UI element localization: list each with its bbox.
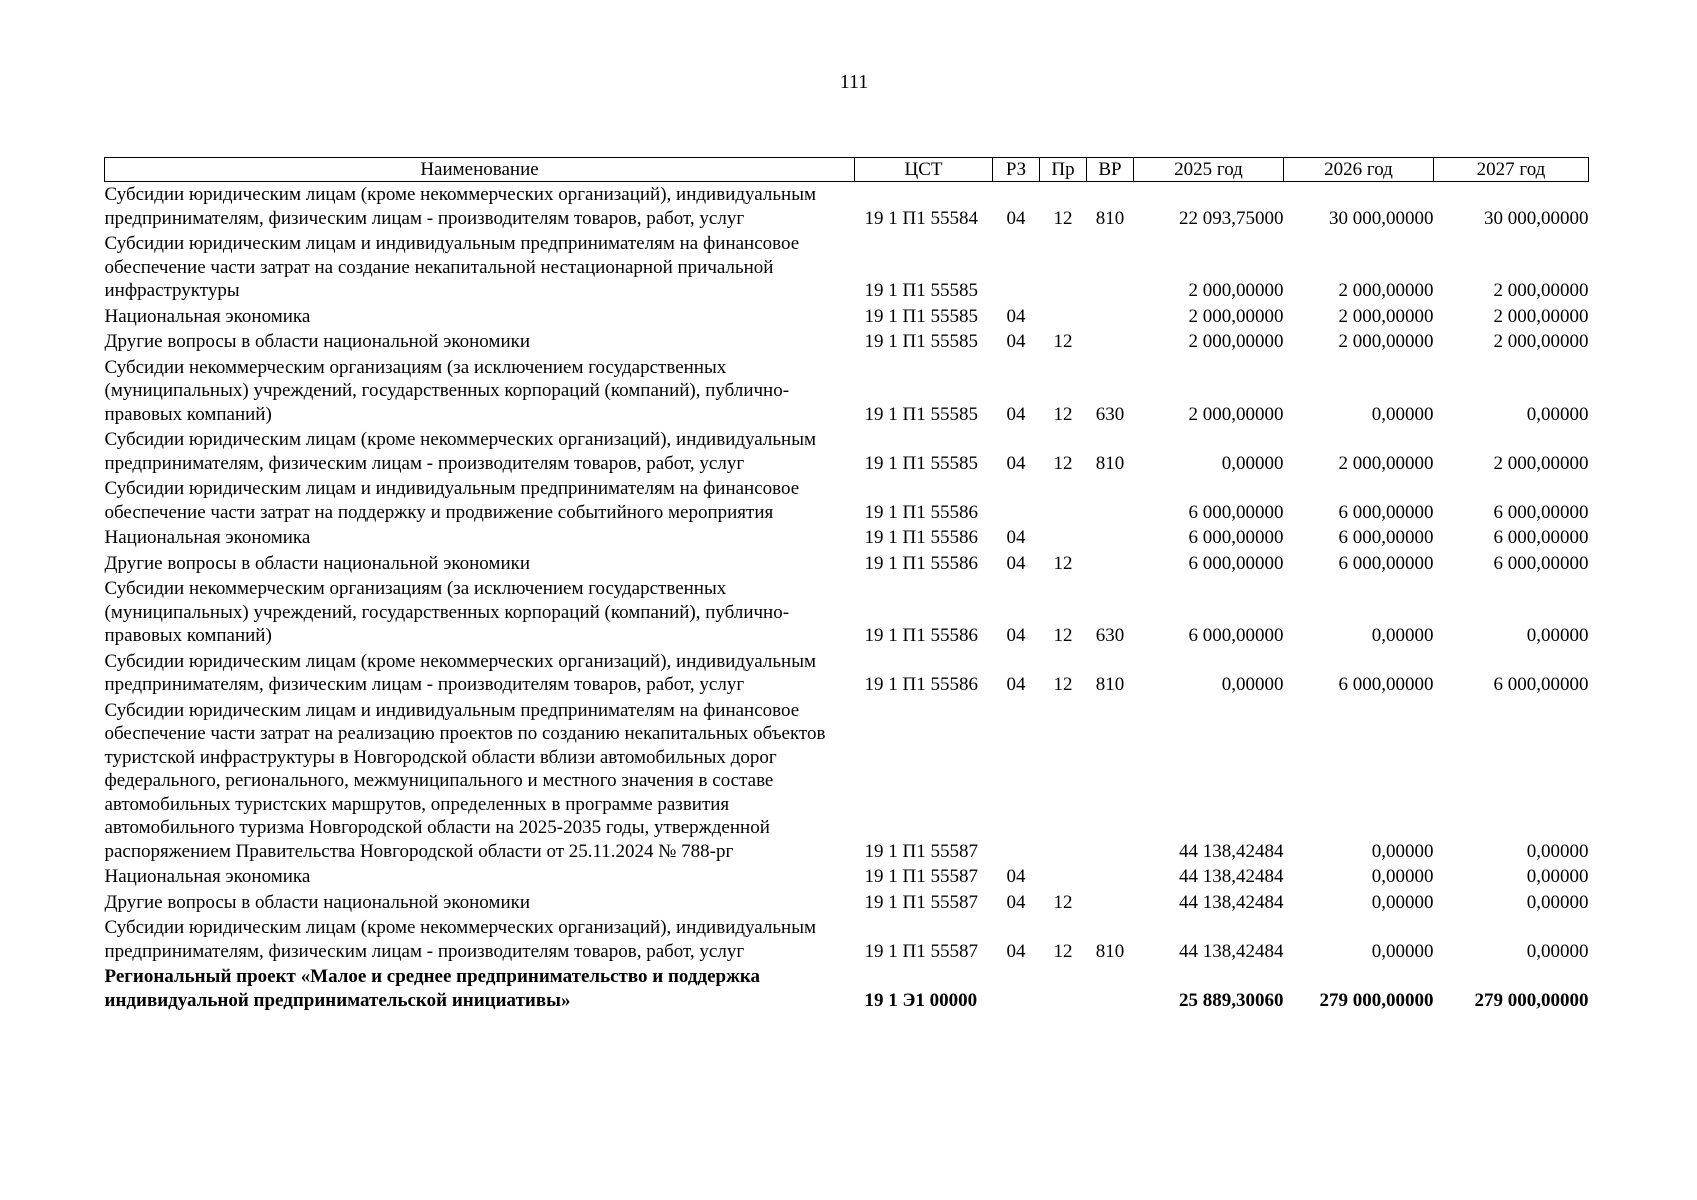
row-2025-amount: 0,00000 — [1221, 674, 1284, 695]
header-2026: 2026 год — [1284, 158, 1434, 182]
row-2026-amount: 2 000,00000 — [1338, 280, 1434, 301]
row-name: Другие вопросы в области национальной экономики — [104, 891, 531, 913]
row-pr — [1040, 525, 1087, 551]
row-2025-amount: 44 138,42484 — [1179, 940, 1284, 962]
row-pr: 12 — [1053, 625, 1073, 646]
table-row — [105, 476, 1589, 525]
row-cst: 19 1 П1 55584 — [864, 207, 978, 229]
row-pr: 12 — [1053, 552, 1073, 574]
row-2026-amount: 6 000,00000 — [1338, 501, 1434, 523]
row-2026-amount: 0,00000 — [1371, 866, 1434, 887]
row-rz: 04 — [1006, 452, 1026, 474]
row-2025-amount: 2 000,00000 — [1188, 280, 1284, 301]
row-name: Национальная экономика — [104, 527, 311, 548]
row-2027-amount: 2 000,00000 — [1493, 331, 1589, 352]
row-2026-amount: 6 000,00000 — [1338, 674, 1434, 695]
row-2027-amount: 6 000,00000 — [1493, 552, 1589, 574]
row-2027-amount: 6 000,00000 — [1493, 501, 1589, 523]
row-2027-amount: 6 000,00000 — [1493, 674, 1589, 695]
row-vr — [1087, 231, 1134, 304]
row-vr — [1087, 476, 1134, 525]
row-rz: 04 — [1006, 891, 1026, 913]
table-row — [105, 355, 1589, 428]
row-2025-amount: 6 000,00000 — [1188, 625, 1284, 646]
table-row — [105, 890, 1589, 916]
header-rz: РЗ — [993, 158, 1040, 182]
row-pr — [1040, 698, 1087, 865]
row-cst: 19 1 Э1 00000 — [864, 989, 978, 1011]
row-cst: 19 1 П1 55587 — [864, 940, 978, 962]
table-row — [105, 427, 1589, 476]
row-vr: 630 — [1095, 625, 1125, 646]
header-cst: ЦСТ — [855, 158, 993, 182]
row-vr — [1087, 890, 1134, 916]
row-name: Субсидии юридическим лицам (кроме некоммерческих организаций), индивидуальным предпринимателям, физическим лицам - производителям товаров, работ, услуг — [104, 184, 816, 229]
row-vr: 810 — [1095, 674, 1125, 695]
row-cst: 19 1 П1 55586 — [864, 674, 978, 695]
row-cst: 19 1 П1 55586 — [864, 501, 978, 523]
table-row — [105, 649, 1589, 698]
row-pr: 12 — [1053, 207, 1073, 229]
row-2026-amount: 6 000,00000 — [1338, 552, 1434, 574]
row-pr — [1040, 964, 1087, 1013]
row-2027-amount: 0,00000 — [1526, 866, 1589, 887]
row-vr: 810 — [1095, 452, 1125, 474]
row-vr — [1087, 329, 1134, 355]
row-rz: 04 — [1006, 940, 1026, 962]
table-row — [105, 915, 1589, 964]
row-name: Субсидии юридическим лицам и индивидуальным предпринимателям на финансовое обеспечение части затрат на реализацию проектов по созданию некапитальных объектов туристской инфраструктуры в Новгородской области вблизи автомобильных дорог федерального, регионального, межмуниципального и местного значения в составе автомобильных туристских маршрутов, определенных в программе развития автомобильного туризма Новгородской области на 2025-2035 годы, утвержденной распоряжением Правительства Новгородской области от 25.11.2024 № 788-рг — [104, 699, 826, 862]
table-row — [105, 525, 1589, 551]
header-vr: ВР — [1087, 158, 1134, 182]
row-rz — [993, 476, 1040, 525]
table-row — [105, 182, 1589, 232]
page-number: 111 — [839, 71, 869, 93]
row-pr — [1040, 476, 1087, 525]
row-2025-amount: 0,00000 — [1221, 452, 1284, 474]
row-cst: 19 1 П1 55587 — [864, 891, 978, 913]
row-cst: 19 1 П1 55587 — [864, 840, 978, 862]
row-rz: 04 — [1006, 625, 1026, 646]
table-row — [105, 698, 1589, 865]
row-2027-amount: 2 000,00000 — [1493, 305, 1589, 327]
row-pr: 12 — [1053, 940, 1073, 962]
row-2025-amount: 6 000,00000 — [1188, 527, 1284, 548]
row-2025-amount: 25 889,30060 — [1179, 989, 1284, 1011]
row-name: Субсидии юридическим лицам (кроме некоммерческих организаций), индивидуальным предпринимателям, физическим лицам - производителям товаров, работ, услуг — [104, 917, 816, 962]
row-2027-amount: 30 000,00000 — [1484, 207, 1589, 229]
row-2026-amount: 279 000,00000 — [1319, 989, 1434, 1011]
row-2026-amount: 0,00000 — [1371, 403, 1434, 425]
row-vr: 630 — [1095, 403, 1125, 425]
row-vr — [1087, 964, 1134, 1013]
row-cst: 19 1 П1 55585 — [864, 403, 978, 425]
row-2025-amount: 2 000,00000 — [1188, 305, 1284, 327]
row-2026-amount: 0,00000 — [1371, 891, 1434, 913]
row-2027-amount: 6 000,00000 — [1493, 527, 1589, 548]
row-2027-amount: 0,00000 — [1526, 625, 1589, 646]
row-vr — [1087, 304, 1134, 330]
row-rz: 04 — [1006, 305, 1026, 327]
table-row — [105, 231, 1589, 304]
row-rz: 04 — [1006, 552, 1026, 574]
table-row — [105, 304, 1589, 330]
row-pr: 12 — [1053, 674, 1073, 695]
table-row — [105, 864, 1589, 890]
row-2025-amount: 2 000,00000 — [1188, 331, 1284, 352]
row-2026-amount: 0,00000 — [1371, 940, 1434, 962]
row-rz: 04 — [1006, 527, 1026, 548]
row-2025-amount: 44 138,42484 — [1179, 866, 1284, 887]
row-2027-amount: 0,00000 — [1526, 940, 1589, 962]
budget-table — [104, 157, 1589, 1013]
table-row — [105, 551, 1589, 577]
header-2025: 2025 год — [1134, 158, 1284, 182]
row-2026-amount: 2 000,00000 — [1338, 331, 1434, 352]
row-2026-amount: 2 000,00000 — [1338, 305, 1434, 327]
header-pr: Пр — [1040, 158, 1087, 182]
row-name: Национальная экономика — [104, 866, 311, 887]
row-name: Субсидии некоммерческим организациям (за исключением государственных (муниципальных) учреждений, государственных корпораций (компаний), публично-правовых компаний) — [104, 356, 790, 425]
row-2026-amount: 0,00000 — [1371, 625, 1434, 646]
header-2027: 2027 год — [1434, 158, 1589, 182]
row-2026-amount: 2 000,00000 — [1338, 452, 1434, 474]
row-2025-amount: 6 000,00000 — [1188, 501, 1284, 523]
row-2026-amount: 0,00000 — [1371, 840, 1434, 862]
row-2027-amount: 0,00000 — [1526, 840, 1589, 862]
row-vr — [1087, 551, 1134, 577]
row-cst: 19 1 П1 55586 — [864, 552, 978, 574]
row-vr — [1087, 864, 1134, 890]
row-2025-amount: 6 000,00000 — [1188, 552, 1284, 574]
row-rz — [993, 231, 1040, 304]
row-2027-amount: 2 000,00000 — [1493, 280, 1589, 301]
table-row — [105, 964, 1589, 1013]
row-vr: 810 — [1095, 940, 1125, 962]
row-rz: 04 — [1006, 207, 1026, 229]
row-2025-amount: 2 000,00000 — [1188, 403, 1284, 425]
row-name: Региональный проект «Малое и среднее предпринимательство и поддержка индивидуальной предпринимательской инициативы» — [104, 966, 760, 1011]
row-cst: 19 1 П1 55586 — [864, 625, 978, 646]
row-name: Другие вопросы в области национальной экономики — [104, 552, 531, 574]
row-vr — [1087, 525, 1134, 551]
row-name: Субсидии юридическим лицам (кроме некоммерческих организаций), индивидуальным предпринимателям, физическим лицам - производителям товаров, работ, услуг — [104, 650, 816, 695]
row-pr — [1040, 231, 1087, 304]
row-name: Субсидии юридическим лицам и индивидуальным предпринимателям на финансовое обеспечение части затрат на поддержку и продвижение событийного мероприятия — [104, 478, 800, 523]
row-cst: 19 1 П1 55585 — [864, 452, 978, 474]
row-pr: 12 — [1053, 331, 1073, 352]
row-2027-amount: 0,00000 — [1526, 403, 1589, 425]
row-2026-amount: 30 000,00000 — [1329, 207, 1434, 229]
row-cst: 19 1 П1 55585 — [864, 305, 978, 327]
row-2026-amount: 6 000,00000 — [1338, 527, 1434, 548]
row-rz: 04 — [1006, 674, 1026, 695]
row-cst: 19 1 П1 55586 — [864, 527, 978, 548]
table-row — [105, 576, 1589, 649]
header-name: Наименование — [105, 158, 855, 182]
row-pr — [1040, 304, 1087, 330]
row-2027-amount: 2 000,00000 — [1493, 452, 1589, 474]
row-rz — [993, 698, 1040, 865]
row-rz: 04 — [1006, 403, 1026, 425]
row-pr: 12 — [1053, 403, 1073, 425]
table-body — [105, 182, 1589, 1014]
row-rz: 04 — [1006, 866, 1026, 887]
row-2025-amount: 44 138,42484 — [1179, 891, 1284, 913]
row-pr — [1040, 864, 1087, 890]
row-name: Национальная экономика — [104, 305, 311, 327]
row-cst: 19 1 П1 55587 — [864, 866, 978, 887]
row-vr: 810 — [1095, 207, 1125, 229]
row-pr: 12 — [1053, 452, 1073, 474]
row-2027-amount: 279 000,00000 — [1474, 989, 1589, 1011]
row-name: Субсидии некоммерческим организациям (за исключением государственных (муниципальных) учреждений, государственных корпораций (компаний), публично-правовых компаний) — [104, 578, 790, 646]
row-pr: 12 — [1053, 891, 1073, 913]
row-name: Субсидии юридическим лицам и индивидуальным предпринимателям на финансовое обеспечение части затрат на создание некапитальной нестационарной причальной инфраструктуры — [104, 233, 800, 301]
row-cst: 19 1 П1 55585 — [864, 280, 978, 301]
table-row — [105, 329, 1589, 355]
row-name: Другие вопросы в области национальной экономики — [104, 331, 531, 352]
row-rz — [993, 964, 1040, 1013]
row-2025-amount: 22 093,75000 — [1179, 207, 1284, 229]
row-vr — [1087, 698, 1134, 865]
row-rz: 04 — [1006, 331, 1026, 352]
row-2025-amount: 44 138,42484 — [1179, 840, 1284, 862]
row-cst: 19 1 П1 55585 — [864, 331, 978, 352]
row-2027-amount: 0,00000 — [1526, 891, 1589, 913]
row-name: Субсидии юридическим лицам (кроме некоммерческих организаций), индивидуальным предпринимателям, физическим лицам - производителям товаров, работ, услуг — [104, 429, 816, 474]
table-header-row — [105, 158, 1589, 182]
